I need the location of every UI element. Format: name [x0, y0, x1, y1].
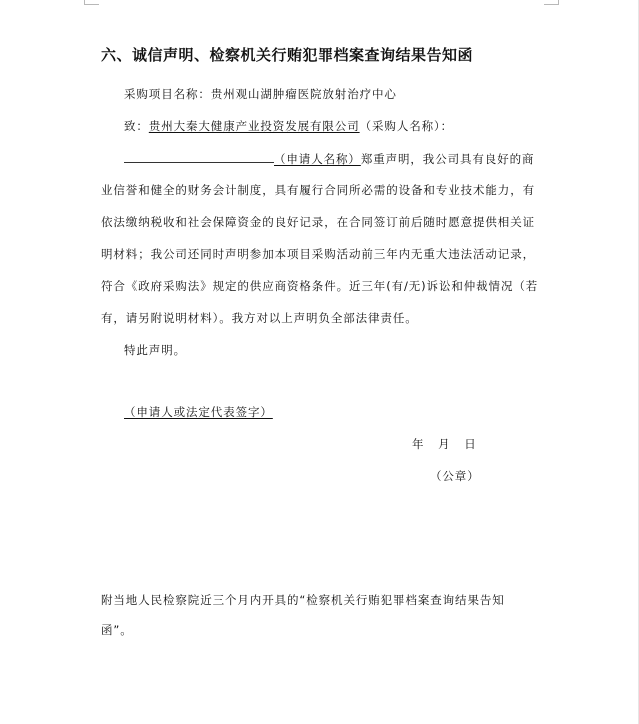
attachment-line: 附当地人民检察院近三个月内开具的“检察机关行贿犯罪档案查询结果告知 — [101, 593, 505, 607]
document-heading: 六、诚信声明、检察机关行贿犯罪档案查询结果告知函 — [101, 46, 474, 64]
applicant-blank — [124, 150, 274, 163]
date-text: 年 月 日 — [412, 437, 476, 451]
declaration-first-line — [124, 150, 534, 167]
project-label: 采购项目名称： — [124, 87, 211, 101]
attachment-line: 函”。 — [101, 623, 133, 637]
project-line — [124, 86, 397, 102]
body-line: 依法缴纳税收和社会保障资金的良好记录，在合同签订前后随时愿意提供相关证 — [101, 215, 535, 229]
recipient-note: （采购人名称）： — [359, 119, 454, 133]
recipient-line — [124, 118, 453, 134]
body-line: 符合《政府采购法》规定的供应商资格条件。近三年(有/无)诉讼和仲裁情况（若 — [101, 279, 539, 293]
page-corner-mark-right — [544, 0, 559, 5]
applicant-placeholder: （申请人名称） — [274, 152, 361, 166]
body-line: 郑重声明，我公司具有良好的商 — [360, 152, 535, 166]
body-line: 有，请另附说明材料）。我方对以上声明负全部法律责任。 — [101, 311, 418, 325]
to-prefix: 致： — [124, 119, 149, 133]
project-name: 贵州观山湖肿瘤医院放射治疗中心 — [210, 87, 397, 101]
date-label — [412, 436, 476, 452]
closing-text: 特此声明。 — [124, 343, 186, 357]
body-line: 明材料；我公司还同时声明参加本项目采购活动前三年内无重大违法活动记录， — [101, 247, 535, 261]
recipient-name: 贵州大秦大健康产业投资发展有限公司 — [148, 119, 360, 133]
body-line: 业信誉和健全的财务会计制度，具有履行合同所必需的设备和专业技术能力，有 — [101, 183, 535, 197]
signature-label: （申请人或法定代表签字） — [124, 405, 273, 419]
seal-label: （公章） — [430, 469, 480, 483]
page-corner-mark-left — [84, 0, 99, 5]
